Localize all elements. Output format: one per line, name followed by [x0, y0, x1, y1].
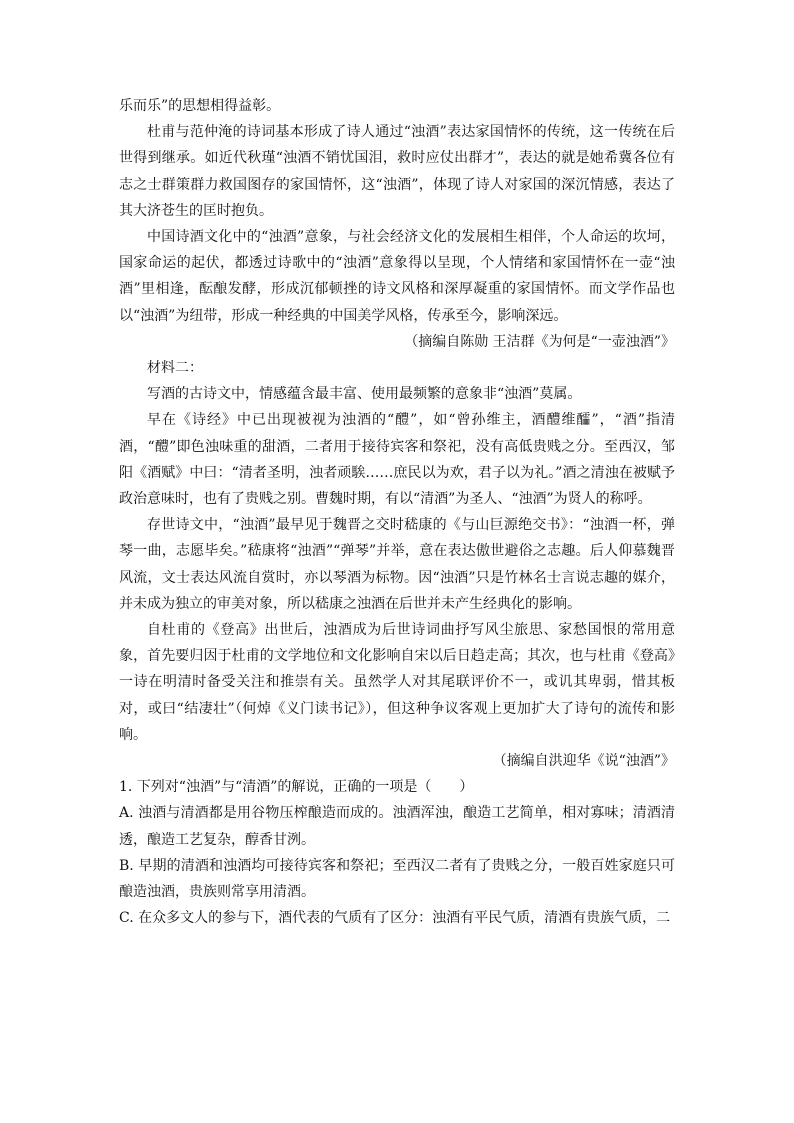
paragraph-shijing: 早在《诗经》中已出现被视为浊酒的“醴”，如“曾孙维主，酒醴维醽”，“酒”指清酒，“醴”即色浊味重的甜酒，二者用于接待宾客和祭祀，没有高低贵贱之分。至西汉，邹阳《酒赋》中曰：“清者圣明，浊者顽騃……庶民以为欢，君子以为礼。”酒之清浊在被赋予政治意味时，也有了贵贱之别。曹魏时期，有以“清酒”为圣人、“浊酒”为贤人的称呼。: [119, 412, 675, 508]
option-b: B. 早期的清酒和浊酒均可接待宾客和祭祀；至西汉二者有了贵贱之分，一般百姓家庭只可酿造浊酒，贵族则常享用清酒。: [119, 857, 675, 901]
source-citation-2: （摘编自洪迎华《说“浊酒”》: [492, 753, 675, 770]
paragraph-jikang: 存世诗文中，“浊酒”最早见于魏晋之交时嵇康的《与山巨源绝交书》：“浊酒一杯，弹琴一曲，志愿毕矣。”嵇康将“浊酒”“弹琴”并举，意在表达傲世避俗之志趣。后人仰慕魏晋风流，文士表达风流自赏时，亦以琴酒为标物。因“浊酒”只是竹林名士言说志趣的媒介，并未成为独立的审美对象，所以嵇康之浊酒在后世并未产生经典化的影响。: [119, 517, 675, 612]
paragraph-zhuojiu-imagery: 中国诗酒文化中的“浊酒”意象，与社会经济文化的发展相生相伴，个人命运的坎坷，国家命运的起伏，都透过诗歌中的“浊酒”意象得以呈现，个人情绪和家国情怀在一壶“浊酒”里相逢，酝酿发酵，形成沉郁顿挫的诗文风格和深厚凝重的家国情怀。而文学作品也以“浊酒”为纽带，形成一种经典的中国美学风格，传承至今，影响深远。: [119, 229, 675, 324]
material-two-heading: 材料二：: [147, 360, 203, 377]
document-body: [119, 93, 675, 932]
paragraph-denggao: 自杜甫的《登高》出世后，浊酒成为后世诗词曲抒写风尘旅思、家愁国恨的常用意象，首先要归因于杜甫的文学地位和文化影响自宋以后日趋走高；其次，也与杜甫《登高》一诗在明清时备受关注和推崇有关。虽然学人对其尾联评价不一，或讥其卑弱，惜其板对，或曰“结凄壮”（何焯《义门读书记》），但这种争议客观上更加扩大了诗句的流传和影响。: [119, 622, 675, 743]
option-a: A. 浊酒与清酒都是用谷物压榨酿造而成的。浊酒浑浊，酿造工艺简单，相对寡味；清酒清透，酿造工艺复杂，醇香甘洌。: [119, 805, 675, 848]
option-c: C. 在众多文人的参与下，酒代表的气质有了区分：浊酒有平民气质，清酒有贵族气质，二: [119, 910, 671, 927]
question-stem: 1. 下列对“浊酒”与“清酒”的解说，正确的一项是（ ）: [119, 779, 474, 796]
source-citation-1: （摘编自陈勋 王洁群《为何是“一壶浊酒”》: [404, 333, 675, 350]
paragraph-dufu-fanzhongyan: 杜甫与范仲淹的诗词基本形成了诗人通过“浊酒”表达家国情怀的传统，这一传统在后世得到继承。如近代秋瑾“浊酒不销忧国泪，救时应仗出群才”，表达的就是她希冀各位有志之士群策群力救国图存的家国情怀，这“浊酒”，体现了诗人对家国的深沉情感，表达了其大济苍生的匡时抱负。: [119, 124, 675, 219]
paragraph-intro: 写酒的古诗文中，情感蕴含最丰富、使用最频繁的意象非“浊酒”莫属。: [147, 386, 582, 403]
paragraph-continuation: 乐而乐”的思想相得益彰。: [119, 98, 281, 114]
